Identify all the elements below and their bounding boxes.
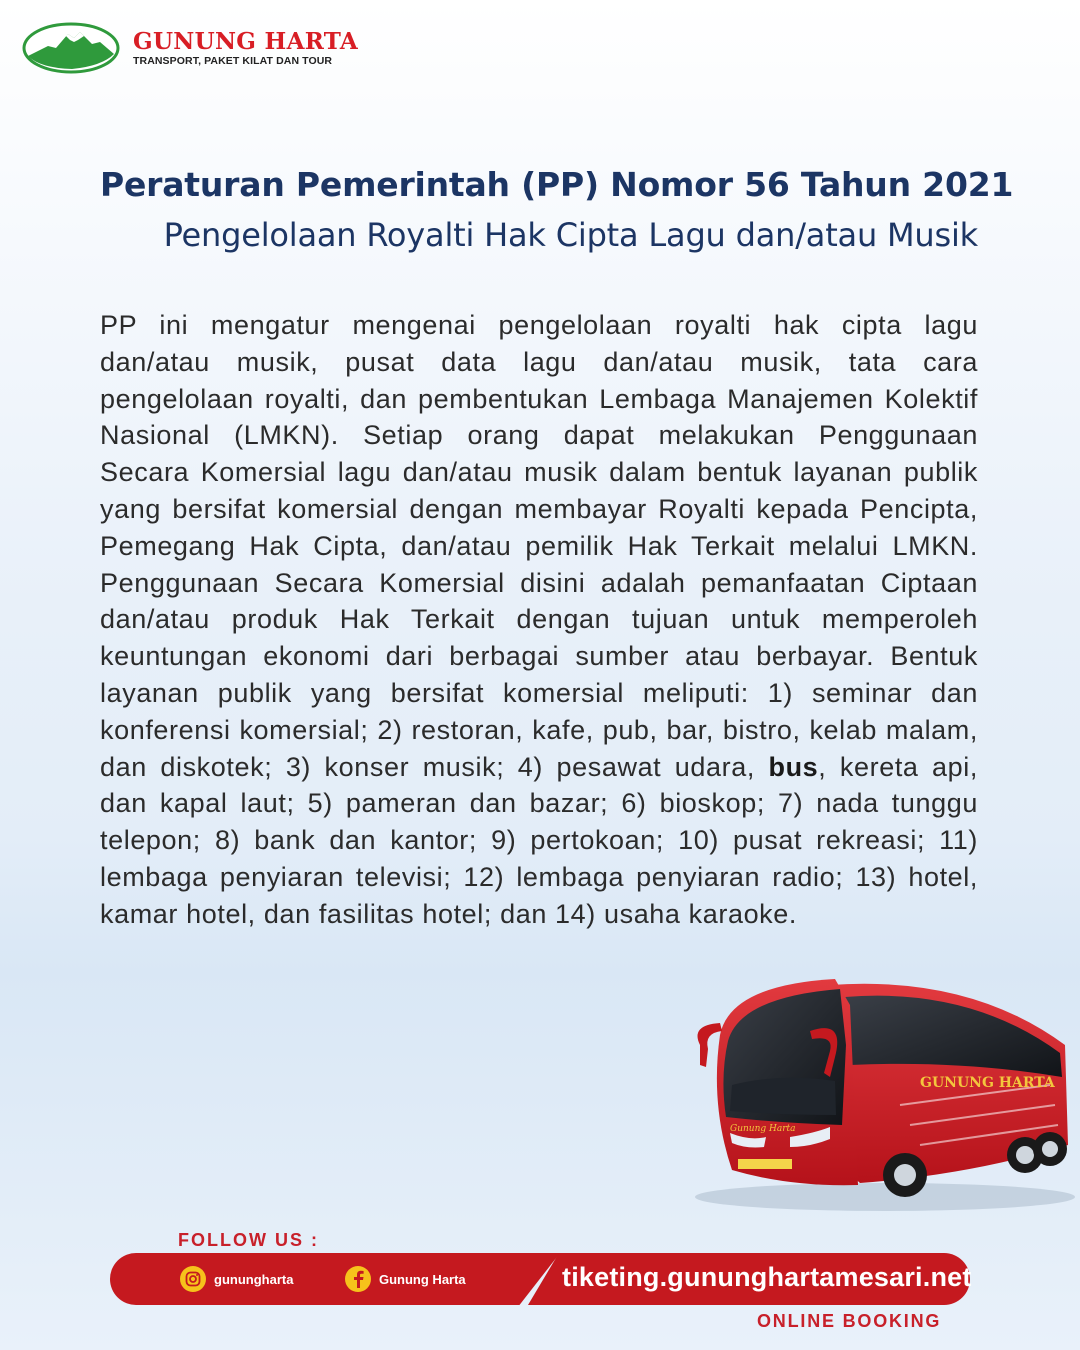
brand-logo <box>22 22 359 78</box>
page-subtitle: Pengelolaan Royalti Hak Cipta Lagu dan/atau Musik <box>163 216 978 254</box>
social-bar <box>110 1253 560 1305</box>
facebook-handle: Gunung Harta <box>379 1271 466 1287</box>
brand-tagline: TRANSPORT, PAKET KILAT DAN TOUR <box>133 55 333 67</box>
page-title: Peraturan Pemerintah (PP) Nomor 56 Tahun 2021 <box>100 165 1014 204</box>
brand-name: GUNUNG HARTA <box>133 28 359 55</box>
follow-us-label: FOLLOW US : <box>178 1230 319 1250</box>
instagram-link[interactable] <box>180 1266 293 1292</box>
bus-windshield-text: Gunung Harta <box>730 1124 796 1134</box>
facebook-icon <box>345 1266 371 1292</box>
body-text-part-2: , kereta api, dan kapal laut; 5) pameran dan bazar; 6) bioskop; 7) nada tunggu telepon; 8) bank dan kantor; 9) pertokoan; 10) pusat rekreasi; 11) lembaga penyiaran televisi; 12) lembaga penyiaran radio; 13) hotel, kamar hotel, dan fasilitas hotel; dan 14) usaha karaoke. <box>100 751 978 929</box>
body-paragraph <box>100 307 978 933</box>
mountain-logo-icon <box>22 22 122 78</box>
body-bold-word: bus <box>768 751 819 782</box>
website-link[interactable]: tiketing.gununghartamesari.net <box>562 1262 972 1292</box>
instagram-handle: gunungharta <box>214 1271 294 1287</box>
instagram-icon <box>180 1266 206 1292</box>
online-booking-label: ONLINE BOOKING <box>757 1311 942 1331</box>
bus-image <box>670 965 1075 1220</box>
facebook-link[interactable] <box>345 1266 466 1292</box>
bus-livery-text: GUNUNG HARTA <box>920 1075 1055 1091</box>
body-text-part-1: PP ini mengatur mengenai pengelolaan royalti hak cipta lagu dan/atau musik, pusat data lagu dan/atau musik, tata cara pengelolaan royalti, dan pembentukan Lembaga Manajemen Kolektif Nasional (LMKN). Setiap orang dapat melakukan Penggunaan Secara Komersial lagu dan/atau musik dalam bentuk layanan publik yang bersifat komersial dengan membayar Royalti kepada Pencipta, Pemegang Hak Cipta, dan/atau pemilik Hak Terkait melalui LMKN. Penggunaan Secara Komersial disini adalah pemanfaatan Ciptaan dan/atau produk Hak Terkait dengan tujuan untuk memperoleh keuntungan ekonomi dari berbagai sumber atau berbayar. Bentuk layanan publik yang bersifat komersial meliputi: 1) seminar dan konferensi komersial; 2) restoran, kafe, pub, bar, bistro, kelab malam, dan diskotek; 3) konser musik; 4) pesawat udara, <box>100 310 978 782</box>
